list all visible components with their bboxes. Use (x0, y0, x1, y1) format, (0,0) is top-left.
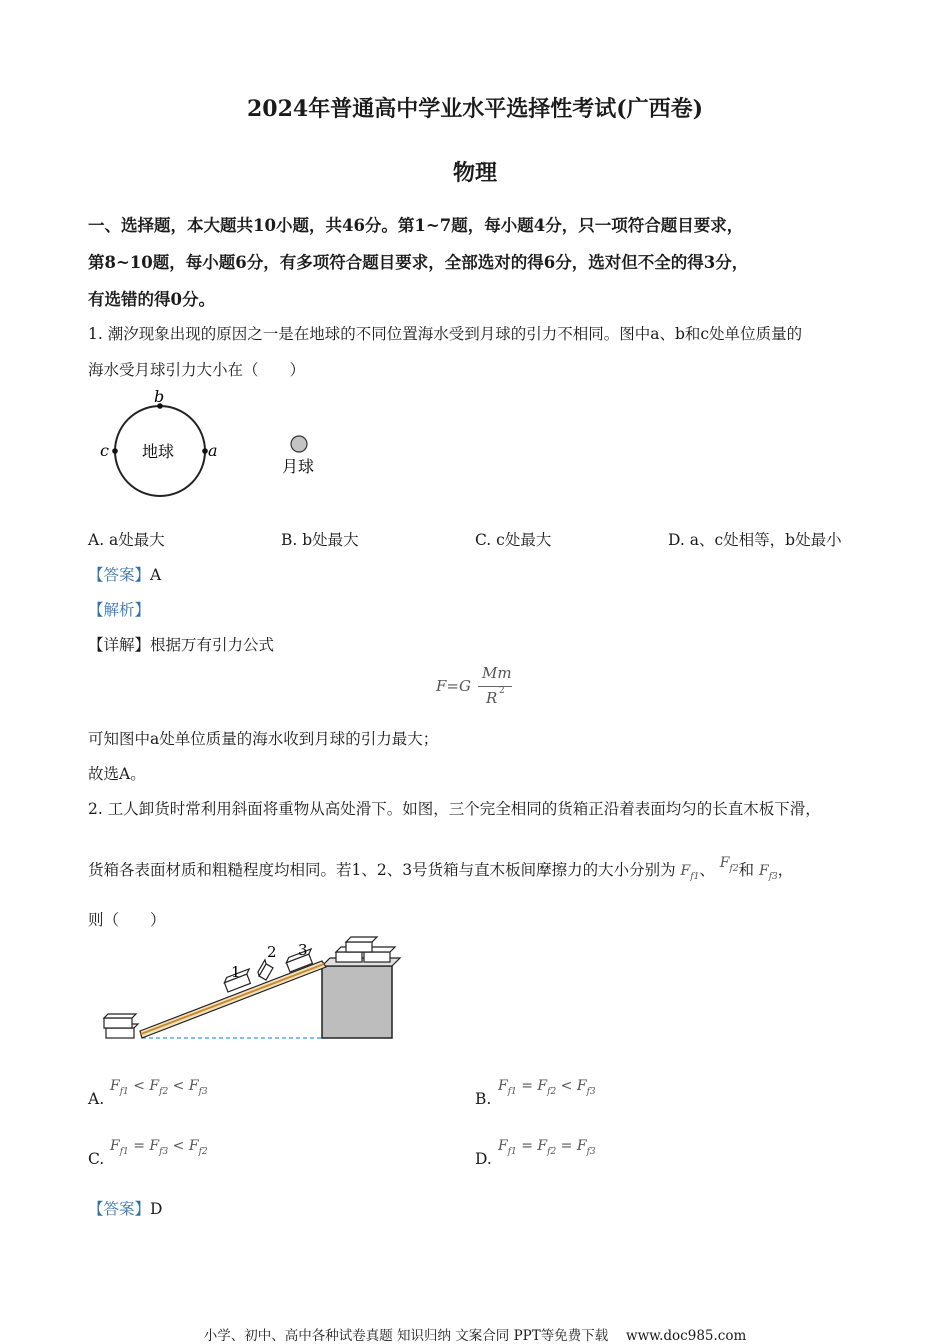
formula-exponent: 2 (499, 686, 505, 696)
q2-option-d-label: D. (475, 1150, 492, 1168)
answer-tag: 【答案】 (88, 566, 151, 584)
box-2-label: 2 (267, 943, 277, 961)
q2-option-b-label: B. (475, 1090, 492, 1108)
q2-stem-end: ， (777, 861, 794, 879)
q1-conclusion: 可知图中a处单位质量的海水收到月球的引力最大； (88, 730, 439, 748)
gravitation-formula (436, 664, 526, 712)
q2-stem-line1: 2. 工人卸货时常利用斜面将重物从高处滑下。如图，三个完全相同的货箱正沿着表面均匀的长直木板下滑， (88, 800, 821, 818)
q2-option-a-label: A. (88, 1090, 105, 1108)
q1-choose: 故选A。 (88, 765, 146, 783)
q1-answer (88, 563, 161, 585)
point-a-label: a (208, 441, 218, 460)
ground-box-stack (104, 1014, 138, 1038)
section-instructions-line3: 有选错的得0分。 (88, 290, 215, 309)
q2-option-b-expr: $F_{f1} = F_{f2} < F_{f3}$ (498, 1078, 596, 1097)
box-2 (256, 960, 274, 980)
page-title: 2024年普通高中学业水平选择性考试(广西卷) (246, 96, 704, 122)
earth-moon-figure (96, 386, 336, 502)
point-c-dot (112, 448, 118, 454)
incline-boxes-figure (100, 936, 410, 1046)
q2-option-c-expr: $F_{f1} = F_{f3} < F_{f2}$ (110, 1138, 208, 1157)
q2-answer (88, 1197, 162, 1219)
point-a-dot (202, 448, 208, 454)
q1-option-c: C. c处最大 (475, 531, 552, 549)
answer-tag: 【答案】 (88, 1200, 151, 1218)
q1-analysis-tag: 【解析】 (88, 601, 151, 619)
moon-circle (291, 436, 307, 452)
moon-label: 月球 (282, 457, 315, 476)
q1-stem-line1: 1. 潮汐现象出现的原因之一是在地球的不同位置海水受到月球的引力不相同。图中a、b和c处单位质量的 (88, 325, 803, 343)
q2-option-c-label: C. (88, 1150, 105, 1168)
platform-block (322, 966, 392, 1038)
q2-stem-line2 (88, 855, 794, 882)
ff1-symbol: $F_{f1}$ (680, 863, 700, 882)
footer-text: 小学、初中、高中各种试卷真题 知识归纳 文案合同 PPT等免费下载 www.doc985.com (203, 1328, 747, 1344)
formula-fraction-bar (478, 686, 512, 687)
q1-option-a: A. a处最大 (88, 531, 165, 549)
section-instructions-line2: 第8~10题，每小题6分，有多项符合题目要求，全部选对的得6分，选对但不全的得3分， (88, 253, 749, 272)
box-3-label: 3 (298, 941, 308, 959)
box-1-label: 1 (231, 963, 241, 981)
earth-label: 地球 (142, 442, 175, 461)
formula-lhs: F=G (436, 677, 471, 695)
q1-option-b: B. b处最大 (281, 531, 359, 549)
q2-stem-text: 货箱各表面材质和粗糙程度均相同。若1、2、3号货箱与直木板间摩擦力的大小分别为 (88, 861, 676, 879)
platform-box-stack (336, 937, 395, 962)
point-b-label: b (154, 387, 165, 406)
point-c-label: c (100, 441, 109, 460)
q2-stem-line3: 则（ ） (88, 911, 166, 929)
section-instructions-line1: 一、选择题，本大题共10小题，共46分。第1~7题，每小题4分，只一项符合题目要求， (88, 216, 744, 235)
q2-sep2: 和 (738, 861, 755, 879)
ff3-symbol: $F_{f3}$ (759, 863, 778, 882)
detail-tag: 【详解】 (88, 636, 151, 654)
answer-value: A (150, 566, 162, 584)
formula-numerator: Mm (482, 664, 512, 682)
answer-value: D (150, 1200, 163, 1218)
q1-option-d: D. a、c处相等，b处最小 (668, 531, 842, 549)
q1-detail (88, 633, 274, 655)
detail-text: 根据万有引力公式 (150, 636, 275, 654)
formula-denominator: R (486, 689, 498, 707)
q2-option-d-expr: $F_{f1} = F_{f2} = F_{f3}$ (498, 1138, 596, 1157)
subject-title: 物理 (452, 160, 497, 186)
q2-sep1: 、 (699, 861, 715, 879)
q1-stem-line2: 海水受月球引力大小在（ ） (88, 361, 306, 379)
ff2-symbol: $F_{f2}$ (719, 855, 739, 874)
q2-option-a-expr: $F_{f1} < F_{f2} < F_{f3}$ (110, 1078, 208, 1097)
